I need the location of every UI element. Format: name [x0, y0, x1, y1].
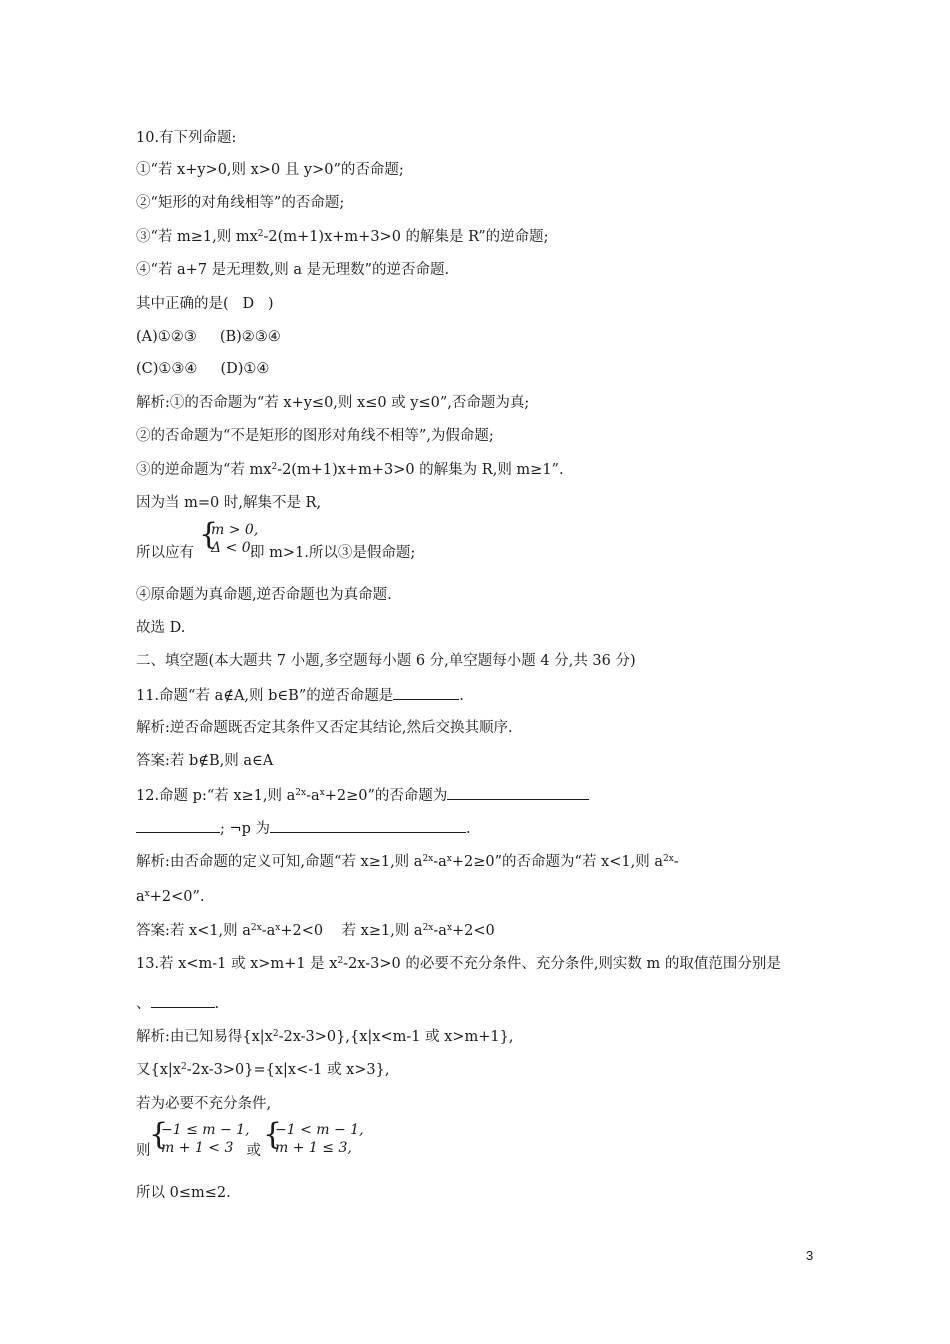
q10-p4-text: ④“若 a+7 是无理数,则 a 是无理数”的逆否命题.: [136, 262, 450, 278]
superscript: 2: [271, 462, 278, 472]
q13-s1-b: -2x-3>0},{x|x<m-1 或 x>m+1},: [278, 1029, 514, 1045]
q11-text: 11.命题“若 a∉A,则 b∈B”的逆否命题是: [136, 688, 394, 704]
q11-question: 11.命题“若 a∉A,则 b∈B”的逆否命题是 .: [136, 685, 464, 706]
q13-s4-a: 则: [136, 1143, 151, 1159]
q11-answer-text: 答案:若 b∉B,则 a∈A: [136, 753, 274, 769]
q13-c: 、: [136, 996, 151, 1012]
q10-options-1: (A)①②③ (B)②③④: [136, 329, 281, 345]
q12-s-a: 解析:由否命题的定义可知,命题“若 x≥1,则 a: [136, 854, 423, 870]
q12-question: [136, 785, 589, 806]
q12-c: +2≥0”的否命题为: [324, 788, 448, 804]
q13-question: [136, 954, 781, 974]
q13-solution-5: [136, 1183, 231, 1203]
q12-s2-b: +2<0”.: [149, 889, 205, 905]
brace: {: [199, 517, 219, 552]
q10-solution-3: [136, 460, 564, 480]
q13-solution-3: [136, 1094, 271, 1114]
q10-s7-text: 故选 D.: [136, 620, 186, 636]
q10-question-text: 其中正确的是( D ): [136, 296, 274, 312]
q13-solution-2: [136, 1060, 389, 1080]
q13-s1-a: 解析:由已知易得{x|x: [136, 1029, 273, 1045]
page-number: 3: [806, 1248, 814, 1263]
superscript: 2x: [295, 788, 307, 798]
answer-blank: [447, 785, 589, 800]
system-row: −1 ≤ m − 1,: [161, 1122, 250, 1138]
q13-s4-b: 或: [246, 1143, 261, 1159]
q10-question: [136, 294, 274, 314]
q12-solution-1: [136, 852, 679, 872]
q10-p1-text: ①“若 x+y>0,则 x>0 且 y>0”的否命题;: [136, 162, 404, 178]
q13-question-cont: 、 .: [136, 993, 219, 1014]
equation-system-2: [149, 1117, 250, 1162]
section-2-heading: [136, 651, 636, 671]
q12-answer: [136, 921, 495, 941]
q10-solution-6: [136, 585, 392, 605]
answer-blank: [136, 818, 220, 833]
superscript: 2x: [422, 854, 434, 864]
q10-proposition-4: [136, 260, 449, 280]
brace: {: [263, 1117, 283, 1152]
q12-d: ; ¬p 为: [220, 821, 271, 837]
superscript: 2: [180, 1062, 187, 1072]
q10-p3-a: ③“若 m≥1,则 mx: [136, 229, 258, 245]
q12-ans-c: +2<0 若 x≥1,则 a: [280, 923, 423, 939]
q10-solution-7: [136, 618, 185, 638]
q10-s5-b: 即 m>1.所以③是假命题;: [250, 545, 416, 561]
q13-a: 13.若 x<m-1 或 x>m+1 是 x: [136, 956, 338, 972]
q11-solution: [136, 718, 513, 738]
q12-ans-e: +2<0: [452, 923, 495, 939]
q10-options-row-1: [136, 327, 281, 347]
equation-system-3: [263, 1117, 373, 1162]
q12-ans-d: -a: [433, 923, 447, 939]
superscript: x: [319, 788, 325, 798]
superscript: 2x: [422, 923, 434, 933]
system-row: m > 0,: [211, 522, 259, 538]
q10-proposition-1: [136, 160, 404, 180]
q10-solution-5: [136, 543, 415, 563]
q11-answer: [136, 751, 273, 771]
q13-solution-1: [136, 1027, 513, 1047]
q12-s2-a: a: [136, 889, 145, 905]
q10-proposition-2: [136, 193, 344, 213]
superscript: 2: [337, 956, 344, 966]
q13-s2-b: -2x-3>0}={x|x<-1 或 x>3},: [186, 1062, 390, 1078]
q12-a: 12.命题 p:“若 x≥1,则 a: [136, 788, 296, 804]
q10-p3-b: -2(m+1)x+m+3>0 的解集是 R”的逆命题;: [263, 229, 549, 245]
superscript: 2x: [250, 923, 262, 933]
q12-ans-b: -a: [261, 923, 276, 939]
q10-s1-text: 解析:①的否命题为“若 x+y≤0,则 x≤0 或 y≤0”,否命题为真;: [136, 395, 530, 411]
q13-s2-a: 又{x|x: [136, 1062, 181, 1078]
superscript: x: [446, 854, 452, 864]
answer-blank: [270, 818, 466, 833]
q12-ans-a: 答案:若 x<1,则 a: [136, 923, 251, 939]
q11-solution-text: 解析:逆否命题既否定其条件又否定其结论,然后交换其顺序.: [136, 720, 513, 736]
q10-s5-a: 所以应有: [136, 545, 194, 561]
superscript: x: [275, 923, 281, 933]
superscript: x: [144, 889, 150, 899]
q10-s3-a: ③的逆命题为“若 mx: [136, 462, 272, 478]
q10-s4-text: 因为当 m=0 时,解集不是 R,: [136, 495, 322, 511]
superscript: x: [446, 923, 453, 933]
q10-s3-b: -2(m+1)x+m+3>0 的解集为 R,则 m≥1”.: [277, 462, 564, 478]
q10-options-row-2: [136, 359, 269, 379]
system-row: m + 1 < 3: [161, 1140, 234, 1156]
superscript: 2x: [662, 854, 674, 864]
q10-p2-text: ②“矩形的对角线相等”的否命题;: [136, 195, 345, 211]
q12-solution-2: [136, 887, 205, 907]
superscript: 2: [257, 229, 264, 239]
q10-solution-1: [136, 393, 529, 413]
system-row: Δ < 0,: [211, 540, 256, 556]
answer-blank: [151, 993, 215, 1008]
section-2-text: 二、填空题(本大题共 7 小题,多空题每小题 6 分,单空题每小题 4 分,共 36 分): [136, 653, 636, 669]
q10-options-2: (C)①③④ (D)①④: [136, 361, 270, 377]
q13-s5-text: 所以 0≤m≤2.: [136, 1185, 231, 1201]
system-row: m + 1 ≤ 3,: [275, 1140, 352, 1156]
q10-proposition-3: [136, 227, 549, 247]
q10-s2-text: ②的否命题为“不是矩形的图形对角线不相等”,为假命题;: [136, 428, 494, 444]
q10-solution-2: [136, 426, 494, 446]
q10-solution-4: [136, 493, 321, 513]
q12-s-d: -: [673, 854, 679, 870]
superscript: 2: [272, 1029, 279, 1039]
q12-s-c: +2≥0”的否命题为“若 x<1,则 a: [451, 854, 663, 870]
q10-title-text: 10.有下列命题:: [136, 130, 237, 146]
answer-blank: [393, 685, 459, 700]
system-row: −1 < m − 1,: [275, 1122, 364, 1138]
brace: {: [149, 1117, 169, 1152]
q12-s-b: -a: [433, 854, 447, 870]
q13-s3-text: 若为必要不充分条件,: [136, 1096, 272, 1112]
q13-b: -2x-3>0 的必要不充分条件、充分条件,则实数 m 的取值范围分别是: [343, 956, 781, 972]
q12-question-cont: ; ¬p 为 .: [136, 818, 471, 839]
q12-b: -a: [306, 788, 320, 804]
q10-s6-text: ④原命题为真命题,逆否命题也为真命题.: [136, 587, 392, 603]
equation-system-1: [199, 517, 259, 562]
q10-title: [136, 128, 236, 148]
